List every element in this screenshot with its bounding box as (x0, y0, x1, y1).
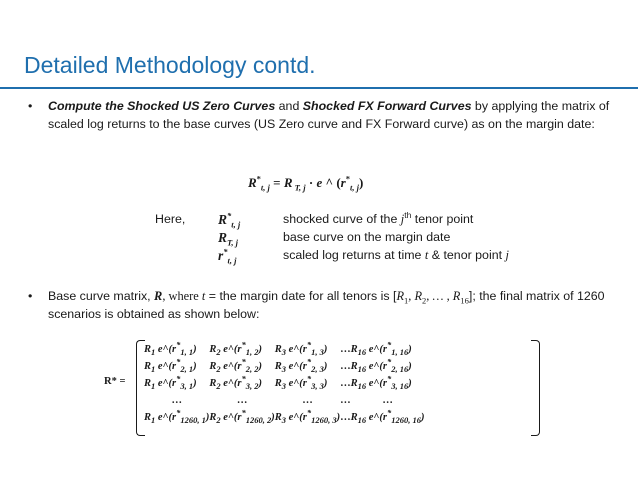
entry-sub: 1260, 1 (180, 415, 206, 426)
entry-sub: 2, 16 (391, 364, 409, 375)
matrix-table (144, 339, 425, 429)
bullet-text (48, 287, 613, 323)
formula-lhs: R (248, 175, 257, 190)
bullet2-pre: Base curve matrix, (48, 289, 155, 303)
matrix-ellipsis: … (382, 395, 393, 406)
matrix-row (144, 361, 425, 378)
entry-close: ) (258, 361, 262, 372)
slide-title: Detailed Methodology contd. (24, 52, 316, 78)
entry-sub: 1, 3 (311, 347, 324, 358)
matrix-ellipsis: … (340, 412, 351, 423)
entry-star: * (241, 373, 246, 384)
entry-R-index: 3 (281, 381, 287, 392)
entry-R-index: 1 (151, 415, 156, 426)
entry-exp: e^(r (286, 344, 307, 355)
entry-exp: e^(r (155, 361, 177, 372)
def-sup: * (223, 246, 228, 257)
bullet2-sub-2: 2 (422, 295, 427, 306)
matrix-entry (209, 373, 274, 395)
matrix-ellipsis: … (340, 361, 351, 372)
entry-exp: e^(r (155, 344, 177, 355)
entry-exp: e^(r (220, 344, 242, 355)
entry-R-index: 16 (357, 381, 367, 392)
def-desc: shocked curve of the (283, 212, 401, 226)
entry-R: R (144, 412, 152, 423)
bullet-compute-shocked-curves (28, 97, 613, 133)
entry-star: * (241, 407, 246, 418)
matrix-ellipsis: … (236, 395, 248, 406)
entry-R-index: 1 (151, 347, 156, 358)
def-base: R (218, 212, 228, 227)
entry-star: * (306, 356, 312, 367)
entry-close: ) (193, 344, 197, 355)
entry-close: ) (421, 412, 425, 423)
bullet2-mid: = the margin date for all tenors is [ (205, 289, 397, 303)
entry-exp: e^(r (366, 361, 387, 372)
entry-close: ) (193, 378, 197, 389)
title-underline (0, 87, 638, 89)
matrix-entry (274, 373, 340, 395)
entry-close: ) (258, 378, 262, 389)
bullet2-sub-16: 16 (460, 295, 469, 306)
formula-r: r (340, 175, 346, 190)
main-formula (248, 175, 363, 191)
formula-caret: ^ ( (322, 175, 341, 190)
entry-close: ) (205, 412, 210, 423)
entry-close: ) (271, 412, 275, 423)
entry-exp: e^(r (155, 378, 177, 389)
entry-close: ) (408, 378, 412, 389)
entry-R: R (209, 412, 217, 423)
entry-exp: e^(r (366, 378, 387, 389)
formula-equals: = (269, 175, 284, 190)
entry-sub: 2, 2 (245, 364, 259, 375)
matrix-entry (350, 407, 425, 429)
entry-R: R (274, 361, 282, 372)
def-desc-sup: th (404, 209, 412, 220)
matrix-entry (209, 407, 275, 429)
entry-R: R (144, 361, 152, 372)
entry-star: * (176, 373, 181, 384)
entry-star: * (387, 339, 392, 350)
entry-R-index: 1 (151, 364, 156, 375)
entry-close: ) (258, 344, 262, 355)
entry-sub: 1260, 3 (311, 415, 337, 426)
entry-exp: e^(r (366, 344, 387, 355)
def-desc: scaled log returns at time (283, 248, 425, 262)
definition-description (283, 248, 509, 263)
def-desc-post: tenor point (411, 212, 474, 226)
bold-phrase-fx-forward: Shocked FX Forward Curves (302, 99, 472, 113)
entry-star: * (176, 339, 181, 350)
formula-close: ) (358, 175, 364, 190)
entry-exp: e^(r (286, 412, 307, 423)
entry-R-index: 16 (357, 347, 367, 358)
entry-star: * (176, 407, 181, 418)
matrix-entry (274, 407, 341, 429)
entry-star: * (241, 356, 246, 367)
entry-R: R (274, 412, 282, 423)
formula-r-sup: * (345, 173, 350, 184)
bullet-connector: and (275, 99, 303, 113)
formula-rhs-sub: T, j (292, 182, 306, 193)
formula-e: e (316, 175, 323, 190)
def-sup: * (227, 210, 232, 221)
entry-exp: e^(r (155, 412, 177, 423)
entry-R: R (350, 344, 358, 355)
entry-R-index: 3 (281, 347, 287, 358)
bullet2-t: t (201, 289, 206, 303)
formula-rhs: R (283, 175, 293, 190)
entry-R: R (350, 412, 358, 423)
bullet2-sep-2: , … , R (426, 289, 461, 303)
entry-R-index: 2 (216, 364, 221, 375)
matrix-ellipsis: … (340, 378, 351, 389)
entry-R: R (274, 344, 282, 355)
entry-R: R (144, 378, 152, 389)
matrix-entry (144, 407, 210, 429)
formula-dot: · (305, 175, 317, 190)
entry-exp: e^(r (220, 412, 242, 423)
entry-close: ) (323, 361, 328, 372)
entry-R-index: 3 (281, 415, 287, 426)
def-var-2: j (505, 248, 509, 262)
entry-close: ) (323, 378, 328, 389)
entry-exp: e^(r (366, 412, 387, 423)
entry-R: R (209, 344, 217, 355)
bold-phrase-us-zero: Compute the Shocked US Zero Curves (48, 99, 276, 113)
formula-r-sub: t, j (349, 182, 359, 193)
entry-star: * (387, 356, 392, 367)
def-sub: t, j (231, 219, 241, 230)
entry-sub: 3, 2 (245, 381, 259, 392)
entry-close: ) (408, 344, 412, 355)
entry-R-index: 2 (216, 347, 221, 358)
entry-R: R (350, 361, 358, 372)
entry-R: R (144, 344, 152, 355)
entry-star: * (306, 339, 312, 350)
bullet2-R: R (154, 289, 163, 303)
entry-sub: 2, 1 (180, 364, 194, 375)
bullet-text (48, 97, 613, 133)
entry-R-index: 16 (357, 364, 367, 375)
matrix-ellipsis: … (302, 395, 313, 406)
matrix-row (144, 378, 425, 395)
def-sub: T, j (227, 237, 239, 248)
entry-star: * (176, 356, 181, 367)
entry-sub: 1260, 16 (391, 415, 421, 426)
entry-exp: e^(r (220, 378, 242, 389)
definition-description: base curve on the margin date (283, 230, 451, 244)
bullet2-sub-1: 1 (404, 295, 409, 306)
definition-symbol (218, 248, 237, 264)
entry-exp: e^(r (220, 361, 242, 372)
def-desc-post: & tenor point (428, 248, 506, 262)
matrix-row (144, 412, 425, 429)
bullet-base-curve-matrix (28, 287, 613, 323)
entry-close: ) (336, 412, 341, 423)
definition-description (283, 209, 474, 227)
entry-R: R (209, 361, 217, 372)
entry-close: ) (323, 344, 328, 355)
bullet2-sep-1: , R (408, 289, 423, 303)
entry-close: ) (193, 361, 197, 372)
entry-exp: e^(r (286, 378, 307, 389)
matrix-entry (350, 373, 425, 395)
def-base: r (218, 248, 224, 263)
entry-R-index: 2 (216, 415, 221, 426)
entry-sub: 1, 2 (245, 347, 259, 358)
entry-exp: e^(r (286, 361, 307, 372)
entry-star: * (241, 339, 246, 350)
entry-sub: 2, 3 (311, 364, 324, 375)
entry-sub: 1, 16 (391, 347, 409, 358)
definition-symbol (218, 212, 240, 228)
entry-sub: 1, 1 (180, 347, 194, 358)
entry-star: * (306, 373, 312, 384)
def-sub: t, j (227, 255, 237, 266)
entry-sub: 3, 1 (180, 381, 194, 392)
matrix-ellipsis: … (340, 344, 351, 355)
entry-sub: 3, 16 (391, 381, 409, 392)
entry-sub: 1260, 2 (245, 415, 272, 426)
def-var: t (424, 248, 429, 262)
entry-close: ) (408, 361, 412, 372)
entry-sub: 3, 3 (311, 381, 324, 392)
entry-star: * (306, 407, 312, 418)
here-label: Here, (155, 212, 186, 226)
entry-R-index: 3 (281, 364, 287, 375)
matrix-row (144, 395, 425, 412)
matrix-right-bracket (531, 340, 540, 436)
entry-R: R (209, 378, 217, 389)
entry-R-index: 16 (357, 415, 367, 426)
entry-R: R (274, 378, 282, 389)
entry-star: * (387, 407, 392, 418)
bullet-marker: • (28, 99, 33, 113)
matrix-row (144, 344, 425, 361)
bullet-rest: by applying the matrix of scaled log returns to the base curves (US Zero curve and FX Forward curve) as on the margin date: (48, 99, 610, 131)
formula-lhs-sub: t, j (260, 182, 270, 193)
def-var: j (400, 212, 405, 226)
bullet2-set-R: R (396, 289, 405, 303)
bullet2-post: ]; the final matrix of 1260 scenarios is obtained as shown below: (48, 289, 605, 321)
entry-R-index: 1 (151, 381, 156, 392)
bullet-marker: • (28, 289, 33, 303)
entry-R-index: 2 (216, 381, 221, 392)
matrix-label: R* = (104, 376, 126, 387)
bullet2-where: , where (162, 289, 202, 303)
definition-symbol (218, 230, 238, 246)
def-base: R (218, 230, 228, 245)
matrix-ellipsis: … (340, 395, 351, 406)
entry-R: R (350, 378, 358, 389)
matrix-entry (144, 373, 209, 395)
entry-star: * (387, 373, 392, 384)
matrix-ellipsis: … (171, 395, 182, 406)
formula-lhs-sup: * (256, 173, 261, 184)
